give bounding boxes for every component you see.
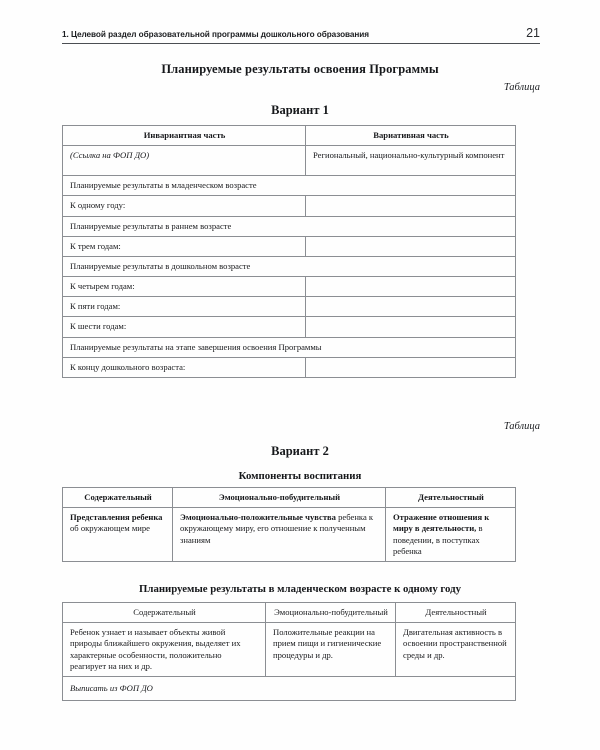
column-header-content: Содержательный (63, 603, 266, 623)
table-infancy (62, 602, 516, 701)
table-row (63, 623, 516, 677)
cell-activity-component (386, 508, 516, 562)
band-preschool-age: Планируемые результаты в дошкольном возрасте (63, 256, 516, 276)
cell-emotional-component-bold: Эмоционально-положительные чувства (180, 512, 336, 523)
running-header-title: 1. Целевой раздел образовательной программы дошкольного образования (62, 30, 370, 39)
cell-footer-note: Выписать из ФОП ДО (63, 676, 516, 700)
table-row (63, 676, 516, 700)
cell-infancy-activity: Двигательная активность в освоении пространственной среды и др. (396, 623, 516, 677)
column-header-invariant: Инвариантная часть (63, 126, 306, 146)
table-row (63, 357, 516, 377)
variant2-title: Вариант 2 (271, 444, 329, 458)
cell-to-three-years: К трем годам: (63, 236, 306, 256)
variant1-title: Вариант 1 (271, 103, 329, 117)
cell-to-six-years-variable[interactable] (306, 317, 516, 337)
infancy-section-title: Планируемые результаты в младенческом возрасте к одному году (138, 583, 462, 595)
table-components (62, 487, 516, 562)
cell-to-six-years: К шести годам: (63, 317, 306, 337)
table-row (63, 216, 516, 236)
table-row (63, 126, 516, 146)
table-row (63, 196, 516, 216)
table-row (63, 236, 516, 256)
cell-to-one-year-variable[interactable] (306, 196, 516, 216)
column-header-content: Содержательный (63, 488, 173, 508)
table-row (63, 256, 516, 276)
cell-to-three-years-variable[interactable] (306, 236, 516, 256)
cell-end-of-preschool: К концу дошкольного возраста: (63, 357, 306, 377)
table-row (63, 146, 516, 176)
table-caption-2: Таблица (503, 421, 540, 432)
cell-to-four-years-variable[interactable] (306, 277, 516, 297)
table-row (63, 317, 516, 337)
table-row (63, 176, 516, 196)
page-number: 21 (526, 26, 540, 40)
table-caption-1: Таблица (503, 82, 540, 93)
table-row (63, 603, 516, 623)
cell-content-component-bold: Представления ребенка (70, 512, 163, 523)
band-completion-stage: Планируемые результаты на этапе завершения освоения Программы (63, 337, 516, 357)
band-infancy: Планируемые результаты в младенческом возрасте (63, 176, 516, 196)
cell-activity-component-rest: в поведении, в поступках ребенка (393, 523, 483, 556)
cell-to-one-year: К одному году: (63, 196, 306, 216)
table-row (63, 277, 516, 297)
cell-emotional-component (173, 508, 386, 562)
table-variant1 (62, 125, 516, 378)
column-header-variant: Вариативная часть (306, 126, 516, 146)
cell-content-component-rest: об окружающем мире (70, 523, 150, 534)
page-title: Планируемые результаты освоения Программы (161, 62, 439, 76)
cell-to-four-years: К четырем годам: (63, 277, 306, 297)
running-header (62, 26, 540, 40)
cell-infancy-content: Ребенок узнает и называет объекты живой природы ближайшего окружения, выделяет их характерные особенности, положительно реагирует на них и др. (63, 623, 266, 677)
cell-content-component (63, 508, 173, 562)
band-early-age: Планируемые результаты в раннем возрасте (63, 216, 516, 236)
column-header-activity: Деятельностный (386, 488, 516, 508)
cell-infancy-emotional: Положительные реакции на прием пищи и гигиенические процедуры и др. (266, 623, 396, 677)
components-section-title: Компоненты воспитания (238, 470, 362, 482)
cell-end-of-preschool-variable[interactable] (306, 357, 516, 377)
table-row (63, 488, 516, 508)
column-header-emotional: Эмоционально-побудительный (266, 603, 396, 623)
column-header-emotional: Эмоционально-побудительный (173, 488, 386, 508)
cell-activity-component-bold: Отражение отношения к миру в деятельности, (393, 512, 490, 534)
column-header-activity: Деятельностный (396, 603, 516, 623)
cell-regional-component: Региональный, национально-культурный компонент (306, 146, 516, 176)
cell-to-five-years: К пяти годам: (63, 297, 306, 317)
header-rule (62, 43, 540, 44)
cell-fop-reference: (Ссылка на ФОП ДО) (63, 146, 306, 176)
table-row (63, 297, 516, 317)
cell-emotional-component-rest: ребенка к окружающему миру, его отношение к полученным знаниям (180, 512, 374, 545)
table-row (63, 337, 516, 357)
table-row (63, 508, 516, 562)
cell-to-five-years-variable[interactable] (306, 297, 516, 317)
